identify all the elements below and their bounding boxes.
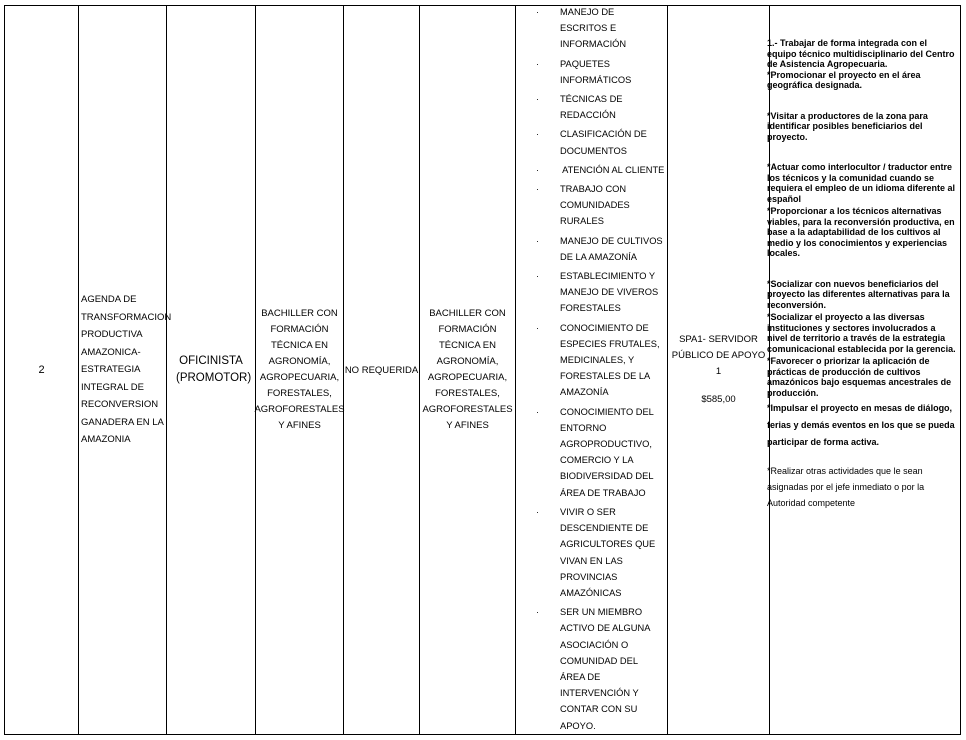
salary-value: $585,00 [701,394,736,405]
bullet: · [536,164,539,175]
position-title: OFICINISTA (PROMOTOR) [176,355,252,384]
bullet: · [536,406,539,417]
training-requirement: BACHILLER CON FORMACIÓN TÉCNICA EN AGRONOMÍA, AGROPECUARIA, FORESTALES, AGROFORESTALES Y AFINES [422,308,513,431]
bullet: · [536,235,539,246]
activity-item: *Socializar el proyecto a las diversas instituciones y sectores involucrados a nivel de territorio a través de la estrategia comunicacional establecida por la gerencia. [767,312,956,354]
activity-item: *Visitar a productores de la zona para identificar posibles beneficiarios del proyecto. [767,110,928,142]
list-item: · CLASIFICACIÓN DE DOCUMENTOS [512,126,664,158]
bullet: · [536,271,539,282]
list-item: · MANEJO DE ESCRITOS E INFORMACIÓN [512,4,664,53]
row-number-cell [5,6,78,734]
position-cell [167,6,255,734]
experience-cell [344,6,419,734]
bullet: · [536,607,539,618]
activity-item: *Favorecer o priorizar la aplicación de prácticas de producción de cultivos amazónicos bajo esquemas ancestrales de producción. [767,356,952,398]
bullet: · [536,58,539,69]
list-item: · VIVIR O SER DESCENDIENTE DE AGRICULTORES QUE VIVAN EN LAS PROVINCIAS AMAZÓNICAS [512,504,664,601]
activity-item: *Proporcionar a los técnicos alternativas viables, para la reconversión productiva, en base a la adaptabilidad de los cultivos al medio y los conocimientos y experiencias locales. [767,206,955,258]
bullet: · [536,7,539,17]
education-requirement: BACHILLER CON FORMACIÓN TÉCNICA EN AGRONOMÍA, AGROPECUARIA, FORESTALES, AGROFORESTALES Y AFINES [254,308,345,431]
bullet: · [536,322,539,333]
training-cell [420,6,515,734]
list-item: · MANEJO DE CULTIVOS DE LA AMAZONÍA [512,233,664,265]
activity-item: *Impulsar el proyecto en mesas de diálogo, ferias y demás eventos en los que se pueda participar de forma activa. [767,403,955,447]
education-cell [256,6,343,734]
bullet: · [536,129,539,140]
requirements-list [512,4,664,737]
bullet: · [536,184,539,195]
grade-label: SPA1- SERVIDOR PÚBLICO DE APOYO 1 [671,334,766,377]
activities-list [767,38,957,511]
program-name: AGENDA DE TRANSFORMACION PRODUCTIVA AMAZONICA- ESTRATEGIA INTEGRAL DE RECONVERSION GANADERA EN LA AMAZONIA [81,294,172,446]
list-item: · SER UN MIEMBRO ACTIVO DE ALGUNA ASOCIACIÓN O COMUNIDAD DEL ÁREA DE INTERVENCIÓN Y CONTAR CON SU APOYO. [512,604,664,734]
bullet: · [536,94,539,105]
activity-item: *Socializar con nuevos beneficiarios del proyecto las diferentes alternativas para la reconversión. [767,278,950,310]
experience-requirement: NO REQUERIDA [344,364,419,376]
activity-item: *Promocionar el proyecto en el área geográfica designada. [767,69,921,90]
list-item: · CONOCIMIENTO DE ESPECIES FRUTALES, MEDICINALES, Y FORESTALES DE LA AMAZONÍA [512,320,664,401]
list-item: · TRABAJO CON COMUNIDADES RURALES [512,181,664,230]
list-item: · ESTABLECIMIENTO Y MANEJO DE VIVEROS FORESTALES [512,268,664,317]
activity-item: *Realizar otras actividades que le sean asignadas por el jefe inmediato o por la Autoridad competente [767,466,925,508]
list-item: · ATENCIÓN AL CLIENTE [512,162,664,178]
list-item: · CONOCIMIENTO DEL ENTORNO AGROPRODUCTIVO, COMERCIO Y LA BIODIVERSIDAD DEL ÁREA DE TRABAJO [512,404,664,501]
list-item: · PAQUETES INFORMÁTICOS [512,56,664,88]
list-item: · TÉCNICAS DE REDACCIÓN [512,91,664,123]
grade-cell [668,6,769,734]
row-number: 2 [38,363,45,376]
program-cell [79,6,172,734]
bullet: · [536,506,539,517]
activity-item: 1.- Trabajar de forma integrada con el equipo técnico multidisciplinario del Centro de Asistencia Agropecuaria. [767,38,955,69]
activity-item: *Actuar como interlocultor / traductor entre los técnicos y la comunidad cuando se requiera el empleo de un idioma diferente al español [767,162,956,204]
